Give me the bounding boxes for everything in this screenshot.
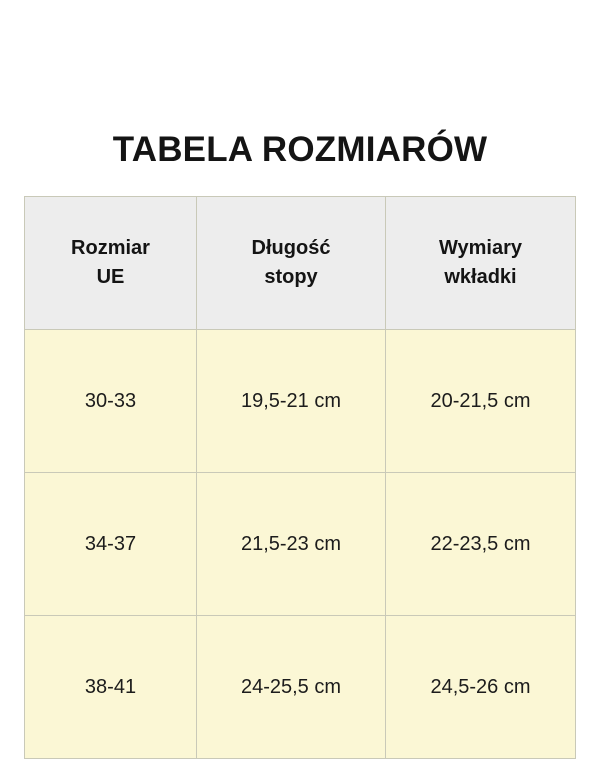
column-header-insole-line1: Wymiary [438, 237, 522, 259]
cell-foot-length: 24-25,5 cm [197, 616, 386, 759]
table-header [25, 197, 576, 330]
page-title: TABELA ROZMIARÓW [112, 130, 488, 169]
cell-insole: 20-21,5 cm [386, 330, 576, 473]
cell-insole: 24,5-26 cm [386, 616, 576, 759]
table-body [25, 330, 576, 759]
column-header-insole [386, 197, 576, 330]
column-header-foot-length-line1: Długość [251, 237, 331, 259]
cell-size: 30-33 [25, 330, 197, 473]
column-header-size [25, 197, 197, 330]
cell-size: 34-37 [25, 473, 197, 616]
size-table [24, 196, 576, 759]
table-row [25, 616, 576, 759]
table-row [25, 473, 576, 616]
cell-foot-length: 21,5-23 cm [197, 473, 386, 616]
column-header-foot-length-line2: stopy [264, 266, 318, 288]
column-header-size-line1: Rozmiar [71, 237, 150, 259]
cell-foot-length: 19,5-21 cm [197, 330, 386, 473]
cell-insole: 22-23,5 cm [386, 473, 576, 616]
column-header-size-line2: UE [96, 266, 125, 288]
cell-size: 38-41 [25, 616, 197, 759]
column-header-insole-line2: wkładki [444, 266, 517, 288]
table-header-row [25, 197, 576, 330]
column-header-foot-length [197, 197, 386, 330]
table-row [25, 330, 576, 473]
